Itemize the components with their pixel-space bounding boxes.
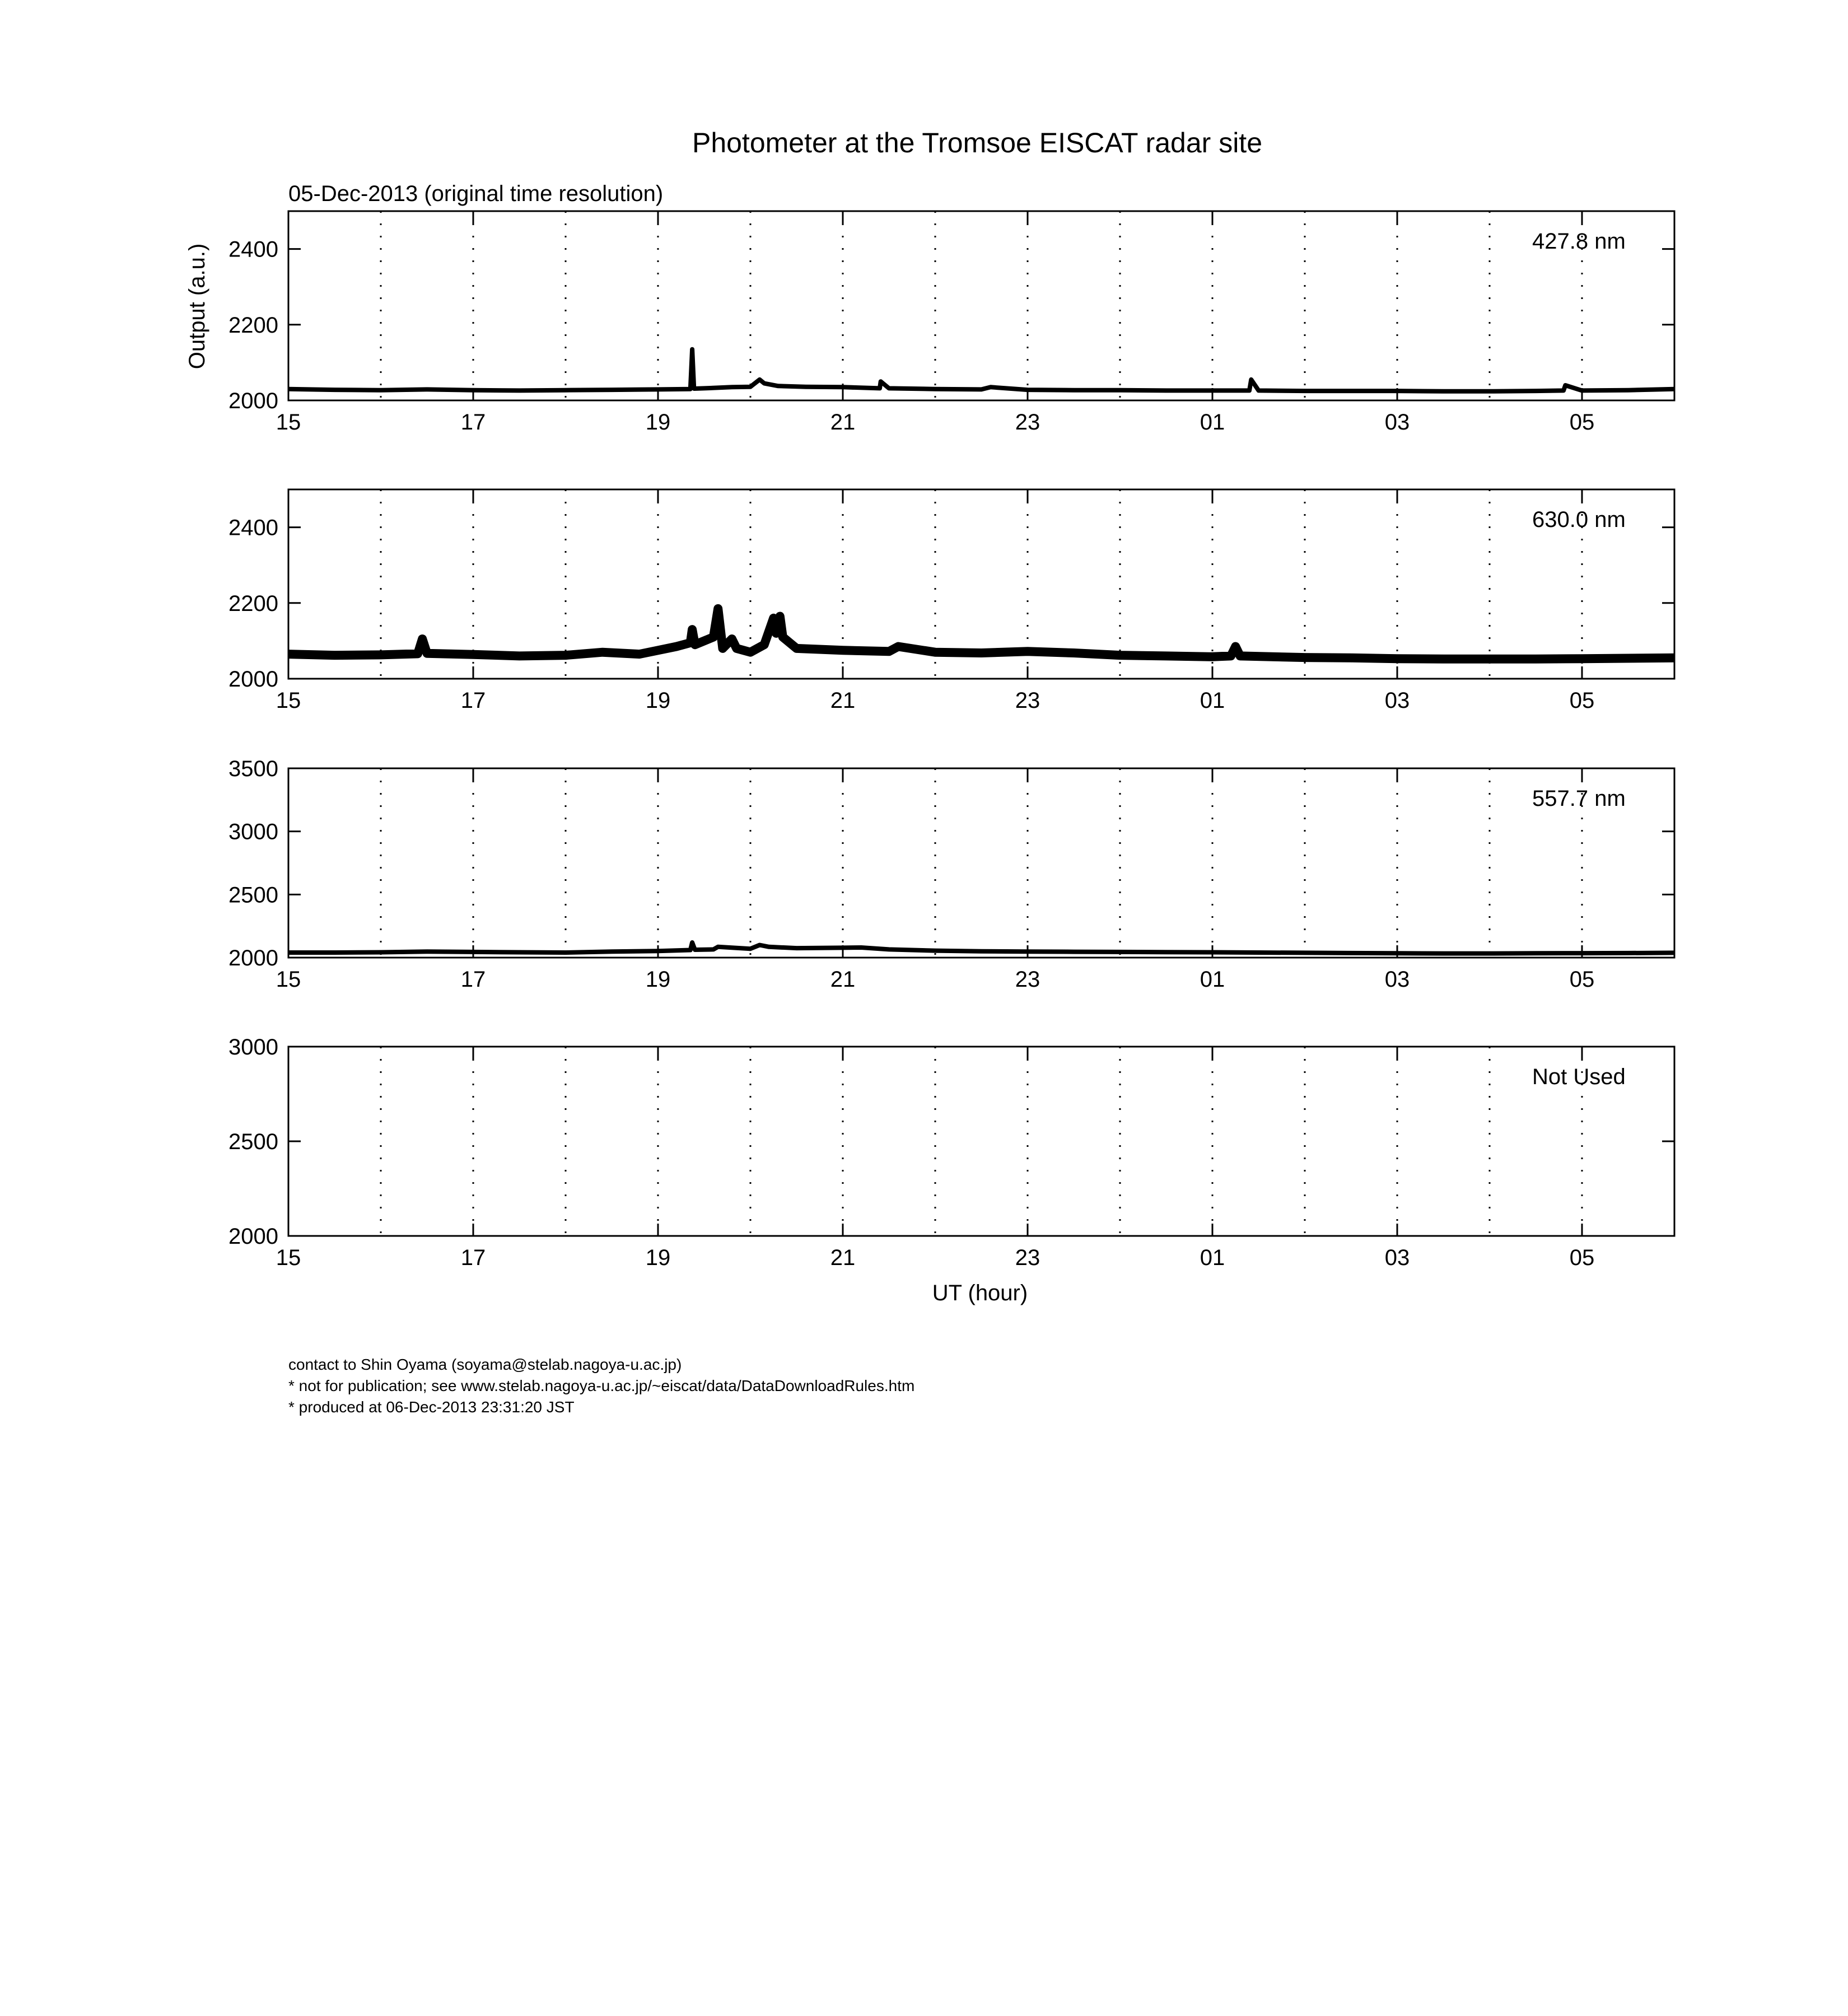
panel-2 [228,489,1674,713]
panel-wavelength-label: 630.0 nm [1532,507,1626,532]
x-tick-label: 01 [1200,967,1225,992]
x-tick-label: 03 [1384,410,1410,435]
y-tick-label: 2500 [228,1130,278,1154]
y-tick-label: 2000 [228,1224,278,1249]
x-tick-label: 23 [1015,410,1040,435]
y-tick-label: 3000 [228,1035,278,1060]
x-tick-label: 17 [460,688,486,713]
x-tick-label: 19 [645,967,671,992]
x-tick-label: 19 [645,1245,671,1270]
x-tick-label: 01 [1200,1245,1225,1270]
x-tick-label: 21 [830,410,856,435]
y-axis-label: Output (a.u.) [185,243,209,370]
y-tick-label: 2200 [228,591,278,616]
footer-rules-line: * not for publication; see www.stelab.nagoya-u.ac.jp/~eiscat/data/DataDownloadRules.htm [288,1377,915,1394]
panel-wavelength-label: 427.8 nm [1532,229,1626,254]
figure-title: Photometer at the Tromsoe EISCAT radar site [692,127,1263,158]
x-tick-label: 05 [1569,410,1595,435]
y-tick-label: 2000 [228,667,278,692]
x-tick-label: 15 [276,967,301,992]
x-tick-label: 21 [830,1245,856,1270]
panel-4 [228,1035,1674,1270]
x-tick-label: 17 [460,1245,486,1270]
x-tick-label: 03 [1384,967,1410,992]
panel-wavelength-label: 557.7 nm [1532,786,1626,811]
panels-layer [228,211,1674,1270]
y-tick-label: 3500 [228,757,278,781]
x-tick-label: 03 [1384,688,1410,713]
series-line-2-1 [288,609,1674,659]
x-tick-label: 19 [645,688,671,713]
y-tick-label: 2500 [228,883,278,908]
x-tick-label: 23 [1015,1245,1040,1270]
x-tick-label: 05 [1569,688,1595,713]
x-tick-label: 01 [1200,410,1225,435]
series-line-3-1 [288,942,1674,954]
plot-frame [288,1047,1674,1236]
x-tick-label: 05 [1569,1245,1595,1270]
x-tick-label: 15 [276,1245,301,1270]
x-tick-label: 23 [1015,688,1040,713]
x-tick-label: 21 [830,967,856,992]
y-tick-label: 2000 [228,389,278,413]
y-tick-label: 3000 [228,819,278,844]
plot-frame [288,211,1674,400]
y-tick-label: 2400 [228,515,278,540]
footer-produced-line: * produced at 06-Dec-2013 23:31:20 JST [288,1398,575,1416]
series-line-1-1 [288,349,1674,391]
x-tick-label: 01 [1200,688,1225,713]
x-tick-label: 15 [276,688,301,713]
y-tick-label: 2000 [228,946,278,970]
panel-3 [228,757,1674,992]
x-tick-label: 17 [460,967,486,992]
x-tick-label: 23 [1015,967,1040,992]
y-tick-label: 2200 [228,312,278,338]
footer-contact-line: contact to Shin Oyama (soyama@stelab.nagoya-u.ac.jp) [288,1356,682,1373]
y-tick-label: 2400 [228,237,278,262]
panel-wavelength-label: Not Used [1532,1065,1626,1089]
x-tick-label: 17 [460,410,486,435]
x-tick-label: 03 [1384,1245,1410,1270]
figure-subtitle: 05-Dec-2013 (original time resolution) [288,181,664,206]
panel-1 [228,211,1674,435]
x-tick-label: 21 [830,688,856,713]
plot-frame [288,768,1674,958]
footer-notes [288,1354,914,1418]
x-tick-label: 15 [276,410,301,435]
x-axis-label: UT (hour) [932,1281,1028,1305]
x-tick-label: 19 [645,410,671,435]
x-tick-label: 05 [1569,967,1595,992]
